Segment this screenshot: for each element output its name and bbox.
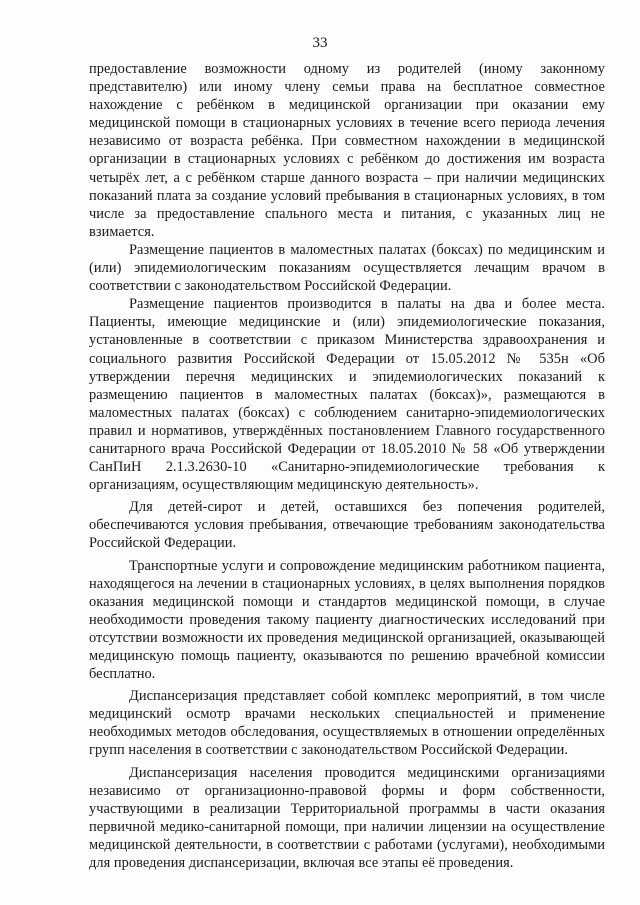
document-body xyxy=(89,60,605,872)
paragraph-dispensarization-conduct: Диспансеризация населения проводится медицинскими организациями независимо от организационно-правовой формы и форм собственности, участвующими в реализации Территориальной программы в части оказания первичной медико-санитарной помощи, при наличии лицензии на осуществление медицинской деятельности, в соответствии с работами (услугами), необходимыми для проведения диспансеризации, включая все этапы её проведения. xyxy=(89,764,605,872)
paragraph-transport-services: Транспортные услуги и сопровождение медицинским работником пациента, находящегося на лечении в стационарных условиях, в целях выполнения порядков оказания медицинской помощи и стандартов медицинской помощи, в случае необходимости проведения такому пациенту диагностических исследований при отсутствии возможности их проведения медицинской организацией, оказывающей медицинскую помощь пациенту, оказываются по решению врачебной комиссии бесплатно. xyxy=(89,557,605,683)
paragraph-orphans: Для детей-сирот и детей, оставшихся без попечения родителей, обеспечиваются условия пребывания, отвечающие требованиям законодательства Российской Федерации. xyxy=(89,499,605,552)
paragraph-isolation-wards: Размещение пациентов в маломестных палатах (боксах) по медицинским и (или) эпидемиологическим показаниям осуществляется лечащим врачом в соответствии с законодательством Российской Федерации. xyxy=(89,241,605,295)
paragraph-continuation: предоставление возможности одному из родителей (иному законному представителю) или иному члену семьи права на бесплатное совместное нахождение с ребёнком в медицинской организации при оказании ему медицинской помощи в стационарных условиях в течение всего периода лечения независимо от возраста ребёнка. При совместном нахождении в медицинской организации в стационарных условиях с ребёнком до достижения им возраста четырёх лет, а с ребёнком старше данного возраста – при наличии медицинских показаний плата за создание условий пребывания в стационарных условиях, в том числе за предоставление спального места и питания, с указанных лиц не взимается. xyxy=(89,61,605,240)
page-number: 33 xyxy=(312,35,328,51)
paragraph-dispensarization-definition: Диспансеризация представляет собой комплекс мероприятий, в том числе медицинский осмотр врачами нескольких специальностей и применение необходимых методов обследования, осуществляемых в отношении определённых групп населения в соответствии с законодательством Российской Федерации. xyxy=(89,688,605,759)
paragraph-patient-placement: Размещение пациентов производится в палаты на два и более места. Пациенты, имеющие медицинские и (или) эпидемиологические показания, установленные в соответствии с приказом Министерства здравоохранения и социального развития Российской Федерации от 15.05.2012 № 535н «Об утверждении перечня медицинских и эпидемиологических показаний к размещению пациентов в маломестных палатах (боксах)», размещаются в маломестных палатах (боксах) с соблюдением санитарно-эпидемиологических правил и нормативов, утверждённых постановлением Главного государственного санитарного врача Российской Федерации от 18.05.2010 № 58 «Об утверждении СанПиН 2.1.3.2630-10 «Санитарно-эпидемиологические требования к организациям, осуществляющим медицинскую деятельность». xyxy=(89,296,605,494)
